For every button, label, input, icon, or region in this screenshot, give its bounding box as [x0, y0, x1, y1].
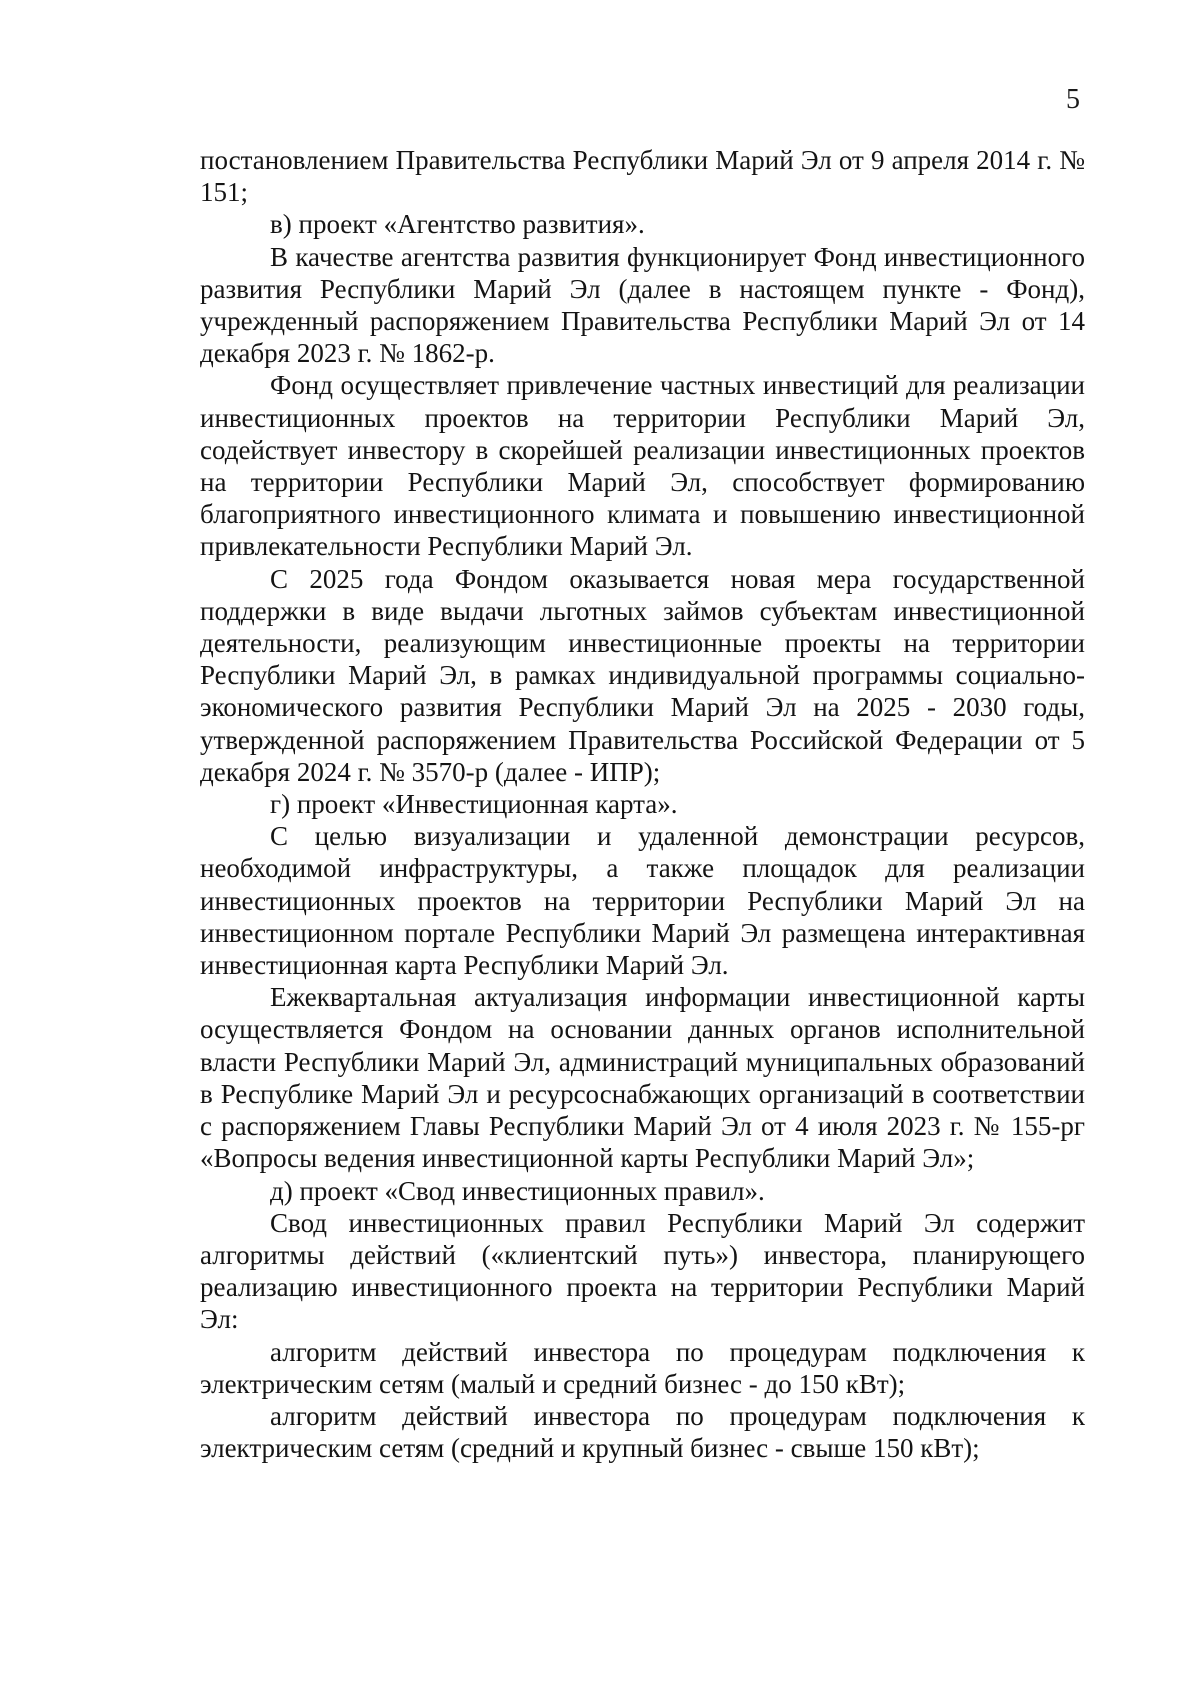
paragraph: алгоритм действий инвестора по процедурам подключения к электрическим сетям (малый и средний бизнес - до 150 кВт);	[200, 1336, 1085, 1399]
page-number: 5	[1066, 84, 1080, 115]
paragraph: д) проект «Свод инвестиционных правил».	[270, 1175, 765, 1206]
paragraph: постановлением Правительства Республики Марий Эл от 9 апреля 2014 г. № 151;	[200, 145, 1085, 208]
paragraph: г) проект «Инвестиционная карта».	[270, 789, 678, 820]
document-body	[200, 144, 1085, 1464]
paragraph: С целью визуализации и удаленной демонстрации ресурсов, необходимой инфраструктуры, а также площадок для реализации инвестиционных проектов на территории Республики Марий Эл на инвестиционном портале Республики Марий Эл размещена интерактивная инвестиционная карта Республики Марий Эл.	[200, 821, 1085, 981]
paragraph: в) проект «Агентство развития».	[270, 209, 645, 240]
paragraph: алгоритм действий инвестора по процедурам подключения к электрическим сетям (средний и крупный бизнес - свыше 150 кВт);	[200, 1400, 1085, 1464]
paragraph: Фонд осуществляет привлечение частных инвестиций для реализации инвестиционных проектов на территории Республики Марий Эл, содействует инвестору в скорейшей реализации инвестиционных проектов на территории Республики Марий Эл, способствует формированию благоприятного инвестиционного климата и повышению инвестиционной привлекательности Республики Марий Эл.	[200, 370, 1085, 562]
paragraph: Ежеквартальная актуализация информации инвестиционной карты осуществляется Фондом на основании данных органов исполнительной власти Республики Марий Эл, администраций муниципальных образований в Республике Марий Эл и ресурсоснабжающих организаций в соответствии с распоряжением Главы Республики Марий Эл от 4 июля 2023 г. № 155-рг «Вопросы ведения инвестиционной карты Республики Марий Эл»;	[200, 982, 1085, 1174]
paragraph: Свод инвестиционных правил Республики Марий Эл содержит алгоритмы действий («клиентский путь») инвестора, планирующего реализацию инвестиционного проекта на территории Республики Марий Эл:	[200, 1207, 1085, 1335]
paragraph: В качестве агентства развития функционирует Фонд инвестиционного развития Республики Марий Эл (далее в настоящем пункте - Фонд), учрежденный распоряжением Правительства Республики Марий Эл от 14 декабря 2023 г. № 1862-р.	[200, 241, 1085, 369]
paragraph: С 2025 года Фондом оказывается новая мера государственной поддержки в виде выдачи льготных займов субъектам инвестиционной деятельности, реализующим инвестиционные проекты на территории Республики Марий Эл, в рамках индивидуальной программы социально-экономического развития Республики Марий Эл на 2025 - 2030 годы, утвержденной распоряжением Правительства Российской Федерации от 5 декабря 2024 г. № 3570-р (далее - ИПР);	[200, 563, 1085, 787]
